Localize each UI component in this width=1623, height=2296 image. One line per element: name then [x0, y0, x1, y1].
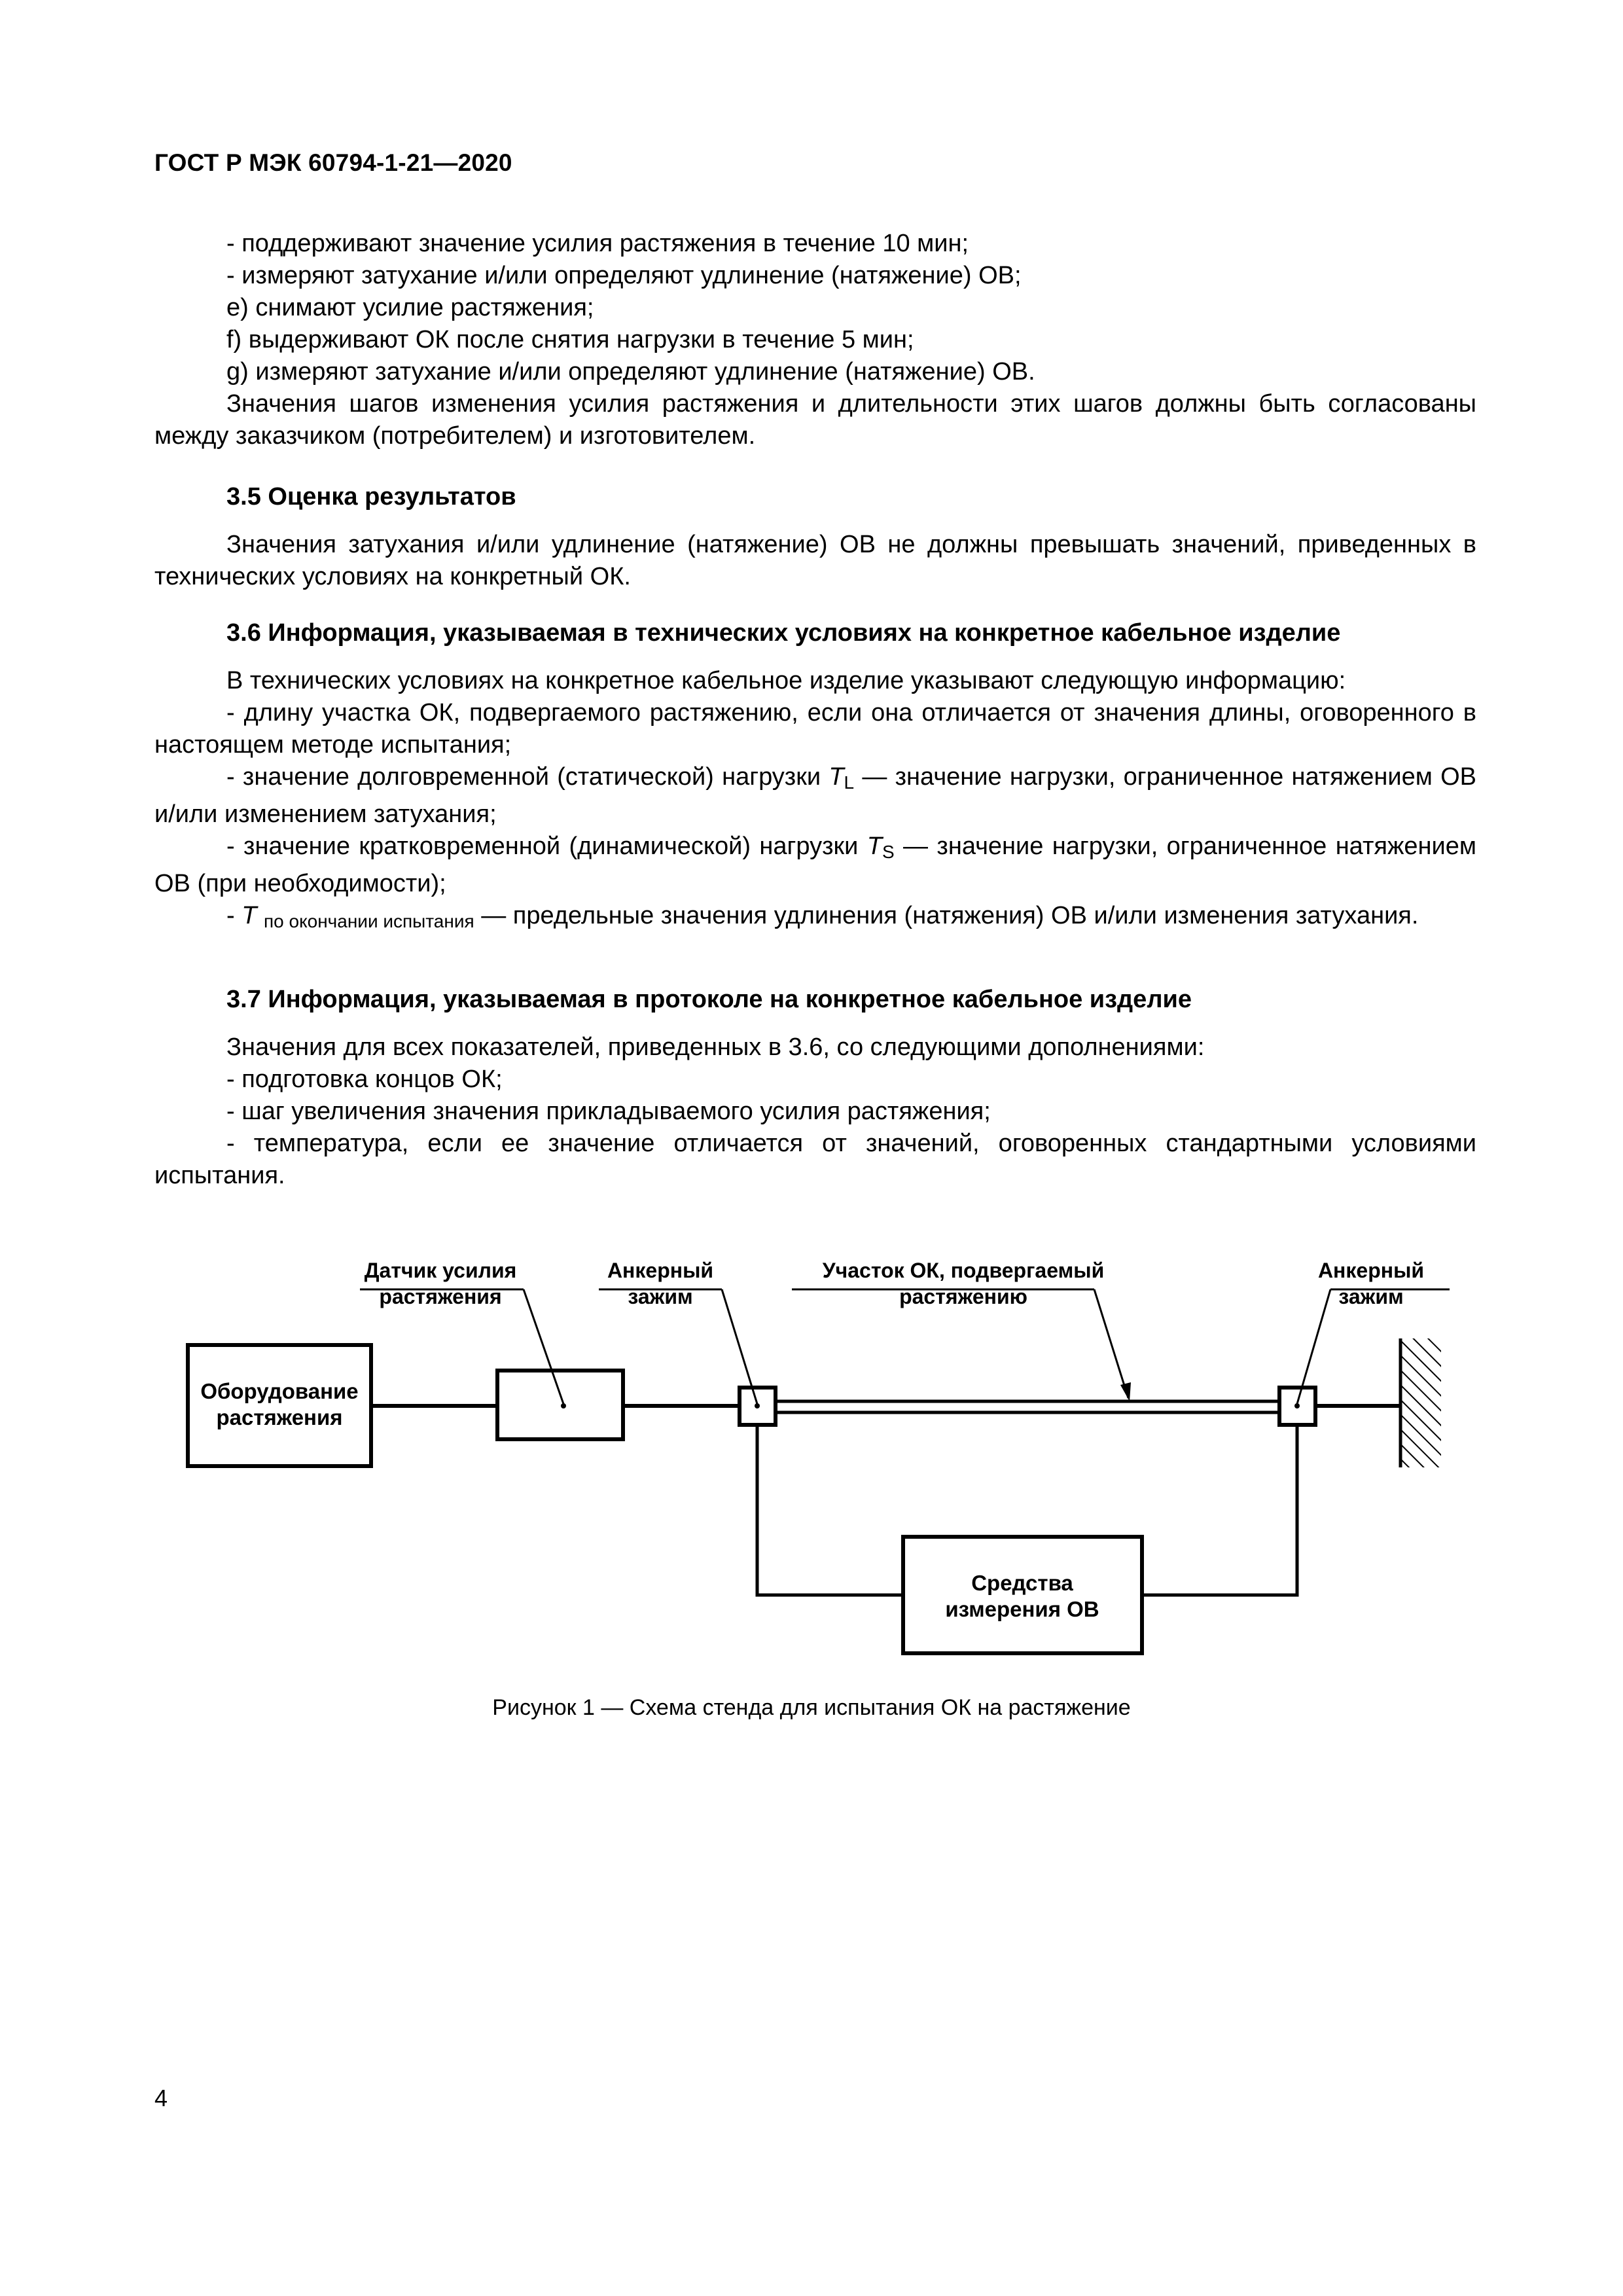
anchor-point: [755, 1403, 760, 1408]
figure-caption: Рисунок 1 — Схема стенда для испытания ОК на растяжение: [492, 1695, 1131, 1720]
section-3-5-text: Значения затухания и/или удлинение (натяжение) ОВ не должны превышать значений, приведенных в технических условиях на конкретный ОК.: [154, 531, 1476, 590]
section-callout-label: Участок ОК, подвергаемый: [822, 1259, 1105, 1282]
page-number: 4: [154, 2085, 168, 2111]
symbol-subscript: L: [844, 772, 855, 793]
section-3-7-item: - шаг увеличения значения прикладываемого усилия растяжения;: [226, 1098, 991, 1125]
fixed-wall-hatch: [1400, 1338, 1441, 1467]
section-3-7-item: - подготовка концов ОК;: [226, 1066, 503, 1093]
anchor-callout-label: зажим: [1338, 1285, 1404, 1308]
section-leader-line: [1094, 1289, 1128, 1398]
sensor-callout-label: растяжения: [379, 1285, 502, 1308]
section-3-6-heading: 3.6 Информация, указываемая в технических условиях на конкретное кабельное изделие: [226, 619, 1341, 647]
procedure-item: g) измеряют затухание и/или определяют удлинение (натяжение) ОВ.: [226, 358, 1035, 386]
anchor-callout-label: Анкерный: [607, 1259, 714, 1282]
anchor-point: [1294, 1403, 1300, 1408]
procedure-item: f) выдерживают ОК после снятия нагрузки в течение 5 мин;: [226, 326, 914, 353]
symbol-subscript: по окончании испытания: [264, 911, 474, 931]
equipment-label: растяжения: [216, 1405, 343, 1429]
item-text: — значение нагрузки, ограниченное натяжением ОВ (при необходимости);: [154, 833, 1476, 897]
symbol-subscript: S: [882, 842, 895, 862]
meter-label: Средства: [971, 1571, 1073, 1595]
section-3-6-item: - длину участка ОК, подвергаемого растяжению, если она отличается от значения длины, оговоренного в настоящем методе испытания;: [154, 699, 1476, 759]
section-callout-label: растяжению: [899, 1285, 1027, 1308]
section-3-7-intro: Значения для всех показателей, приведенных в 3.6, со следующими дополнениями:: [226, 1033, 1205, 1061]
section-leader-arrowhead: [1120, 1382, 1131, 1401]
item-text: - значение кратковременной (динамической) нагрузки: [226, 833, 867, 860]
procedure-item: - измеряют затухание и/или определяют удлинение (натяжение) ОВ;: [226, 262, 1022, 289]
symbol-t: T: [829, 763, 844, 791]
anchor-callout-label: Анкерный: [1317, 1259, 1425, 1282]
fibre-lead-left: [757, 1425, 903, 1595]
force-sensor-box: [497, 1371, 623, 1439]
document-header: ГОСТ Р МЭК 60794-1-21—2020: [154, 149, 512, 176]
equipment-label: Оборудование: [200, 1379, 359, 1403]
procedure-item: e) снимают усилие растяжения;: [226, 294, 594, 321]
anchor-callout-label: зажим: [628, 1285, 693, 1308]
item-text: -: [226, 902, 242, 929]
measuring-instrument-box: [903, 1537, 1142, 1653]
fibre-lead-right: [1142, 1425, 1297, 1595]
section-3-6-intro: В технических условиях на конкретное кабельное изделие указывают следующую информацию:: [226, 667, 1346, 694]
item-text: — значение нагрузки, ограниченное натяжением ОВ и/или изменением затухания;: [154, 763, 1477, 828]
meter-label: измерения ОВ: [945, 1597, 1099, 1621]
item-text: - значение долговременной (статической) нагрузки: [226, 763, 829, 791]
sensor-callout-label: Датчик усилия: [364, 1259, 517, 1282]
procedure-item: - поддерживают значение усилия растяжения в течение 10 мин;: [226, 230, 969, 257]
section-3-7-heading: 3.7 Информация, указываемая в протоколе на конкретное кабельное изделие: [226, 986, 1192, 1013]
item-text: — предельные значения удлинения (натяжения) ОВ и/или изменения затухания.: [474, 902, 1419, 929]
symbol-t: T: [241, 902, 257, 929]
symbol-t: T: [866, 833, 882, 860]
section-3-5-heading: 3.5 Оценка результатов: [226, 483, 516, 511]
sensor-point: [561, 1403, 566, 1408]
procedure-note: Значения шагов изменения усилия растяжения и длительности этих шагов должны быть согласованы между заказчиком (потребителем) и изготовителем.: [154, 390, 1476, 450]
section-3-7-item: - температура, если ее значение отличается от значений, оговоренных стандартными условиями испытания.: [154, 1130, 1476, 1189]
